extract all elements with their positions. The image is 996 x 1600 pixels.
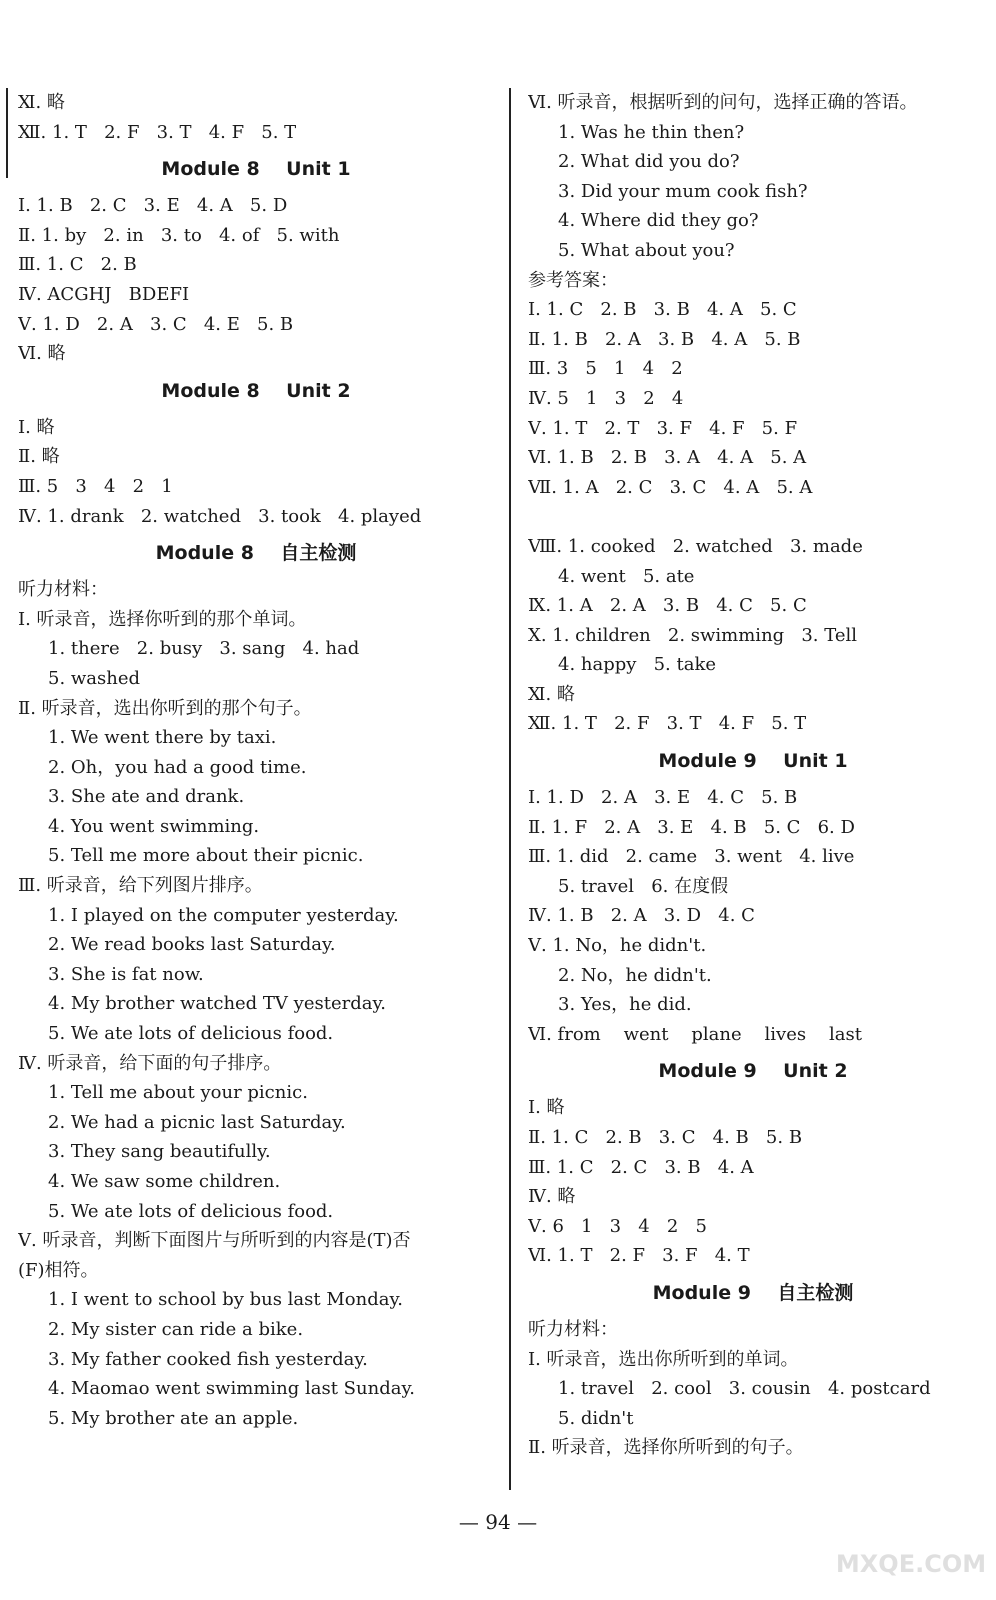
text-line: 3. They sang beautifully.: [48, 1141, 271, 1163]
text-line: 2. We had a picnic last Saturday.: [48, 1111, 346, 1133]
text-line: Ⅲ. 1. did 2. came 3. went 4. live: [528, 846, 855, 868]
text-line: 3. Did your mum cook fish?: [558, 180, 808, 202]
text-line: 4. happy 5. take: [558, 654, 717, 676]
spacer: [528, 502, 978, 532]
text-line: (F)相符。: [18, 1259, 99, 1281]
text-line: Ⅰ. 略: [528, 1097, 565, 1119]
text-line: Ⅵ. 听录音，根据听到的问句，选择正确的答语。: [528, 92, 918, 113]
text-line: 参考答案：: [528, 269, 618, 291]
text-line: 3. Yes，he did.: [558, 994, 692, 1016]
text-line: 5. travel 6. 在度假: [558, 875, 729, 897]
text-line: Ⅰ. 1. B 2. C 3. E 4. A 5. D: [18, 195, 288, 217]
text-line: 1. I played on the computer yesterday.: [48, 904, 399, 926]
text-line: 2. What did you do?: [558, 151, 740, 173]
text-line: Ⅱ. 1. C 2. B 3. C 4. B 5. B: [528, 1127, 803, 1148]
text-line: Ⅳ. 1. B 2. A 3. D 4. C: [528, 905, 755, 927]
text-line: Ⅱ. 1. F 2. A 3. E 4. B 5. C 6. D: [528, 816, 855, 838]
section-heading: Module 8 Unit 2: [161, 379, 351, 402]
text-line: Ⅵ. 略: [18, 343, 66, 365]
text-line: Ⅳ. ACGHJ BDEFI: [18, 283, 190, 305]
text-line: Ⅱ. 1. B 2. A 3. B 4. A 5. B: [528, 328, 801, 350]
text-line: 1. travel 2. cool 3. cousin 4. postcard: [558, 1378, 931, 1400]
text-line: 3. My father cooked fish yesterday.: [48, 1348, 368, 1370]
text-line: 听力材料：: [18, 579, 108, 601]
text-line: 1. Tell me about your picnic.: [48, 1082, 308, 1104]
text-line: 5. My brother ate an apple.: [48, 1407, 299, 1429]
text-line: 2. No，he didn't.: [558, 964, 712, 986]
text-line: 2. Oh，you had a good time.: [48, 756, 307, 778]
text-line: Ⅰ. 听录音，选择你听到的那个单词。: [18, 608, 307, 630]
text-line: 1. We went there by taxi.: [48, 727, 277, 749]
text-line: Ⅰ. 1. C 2. B 3. B 4. A 5. C: [528, 299, 797, 321]
page-number: — 94 —: [458, 1510, 538, 1534]
text-line: Ⅵ. 1. T 2. F 3. F 4. T: [528, 1245, 750, 1267]
column-divider: [509, 88, 511, 1490]
text-line: 5. We ate lots of delicious food.: [48, 1200, 334, 1222]
text-line: Ⅱ. 听录音，选出你听到的那个句子。: [18, 697, 312, 719]
text-line: 3. She is fat now.: [48, 963, 204, 985]
text-line: Ⅱ. 听录音，选择你所听到的句子。: [528, 1437, 804, 1459]
text-line: 1. I went to school by bus last Monday.: [48, 1289, 403, 1311]
text-line: Ⅴ. 6 1 3 4 2 5: [528, 1215, 707, 1237]
text-line: Ⅺ. 略: [18, 92, 65, 113]
text-line: 5. What about you?: [558, 239, 735, 261]
text-line: Ⅲ. 1. C 2. B: [18, 254, 137, 276]
text-line: Ⅵ. 1. B 2. B 3. A 4. A 5. A: [528, 447, 807, 469]
text-line: 5. washed: [48, 667, 141, 689]
text-line: Ⅲ. 1. C 2. C 3. B 4. A: [528, 1156, 754, 1178]
text-line: Ⅲ. 听录音，给下列图片排序。: [18, 875, 263, 897]
text-line: Ⅴ. 1. D 2. A 3. C 4. E 5. B: [18, 313, 294, 335]
text-line: Ⅵ. from went plane lives last: [528, 1023, 862, 1045]
text-line: Ⅴ. 1. T 2. T 3. F 4. F 5. F: [528, 417, 798, 439]
text-line: Ⅳ. 5 1 3 2 4: [528, 387, 684, 409]
text-line: Ⅲ. 5 3 4 2 1: [18, 475, 173, 497]
text-line: Ⅳ. 听录音，给下面的句子排序。: [18, 1052, 282, 1074]
text-line: Ⅴ. 1. No，he didn't.: [528, 935, 707, 957]
text-line: 2. We read books last Saturday.: [48, 934, 336, 956]
text-line: 5. didn't: [558, 1407, 634, 1429]
text-line: Ⅳ. 略: [528, 1186, 576, 1208]
text-line: 1. Was he thin then?: [558, 121, 745, 143]
section-heading: Module 8 Unit 1: [161, 158, 351, 181]
text-line: Ⅰ. 略: [18, 416, 55, 438]
text-line: Ⅰ. 1. D 2. A 3. E 4. C 5. B: [528, 787, 798, 809]
text-line: 4. Where did they go?: [558, 210, 759, 232]
text-line: 4. Maomao went swimming last Sunday.: [48, 1378, 415, 1400]
text-line: Ⅱ. 略: [18, 446, 60, 468]
text-line: 1. there 2. busy 3. sang 4. had: [48, 638, 360, 660]
text-line: Ⅴ. 听录音，判断下面图片与所听到的内容是(T)否: [18, 1230, 411, 1252]
text-line: Ⅷ. 1. cooked 2. watched 3. made: [528, 535, 863, 557]
right-column: [528, 88, 978, 1463]
text-line: Ⅲ. 3 5 1 4 2: [528, 358, 683, 380]
left-margin-rule: [6, 88, 8, 178]
text-line: Ⅺ. 略: [528, 683, 575, 705]
text-line: Ⅳ. 1. drank 2. watched 3. took 4. played: [18, 505, 422, 527]
text-line: Ⅹ. 1. children 2. swimming 3. Tell: [528, 624, 858, 646]
text-line: 4. You went swimming.: [48, 815, 260, 837]
section-heading: Module 9 自主检测: [652, 1281, 854, 1304]
text-line: 5. Tell me more about their picnic.: [48, 845, 364, 867]
text-line: 2. My sister can ride a bike.: [48, 1318, 304, 1340]
text-line: Ⅱ. 1. by 2. in 3. to 4. of 5. with: [18, 224, 340, 246]
text-line: Ⅸ. 1. A 2. A 3. B 4. C 5. C: [528, 595, 807, 617]
text-line: 4. My brother watched TV yesterday.: [48, 993, 386, 1015]
watermark-text: MXQE.COM: [836, 1550, 986, 1578]
text-line: 5. We ate lots of delicious food.: [48, 1023, 334, 1045]
section-heading: Module 9 Unit 1: [658, 750, 848, 773]
section-heading: Module 8 自主检测: [155, 542, 357, 565]
watermark-logo: [836, 1512, 986, 1592]
text-line: Ⅻ. 1. T 2. F 3. T 4. F 5. T: [528, 713, 807, 735]
text-line: 4. We saw some children.: [48, 1171, 281, 1192]
text-line: Ⅰ. 听录音，选出你所听到的单词。: [528, 1348, 799, 1370]
text-line: Ⅻ. 1. T 2. F 3. T 4. F 5. T: [18, 121, 297, 143]
text-line: 4. went 5. ate: [558, 565, 695, 587]
text-line: Ⅶ. 1. A 2. C 3. C 4. A 5. A: [528, 476, 813, 498]
section-heading: Module 9 Unit 2: [658, 1060, 848, 1083]
left-column: [18, 88, 494, 1433]
text-line: 3. She ate and drank.: [48, 786, 245, 808]
text-line: 听力材料：: [528, 1318, 618, 1340]
